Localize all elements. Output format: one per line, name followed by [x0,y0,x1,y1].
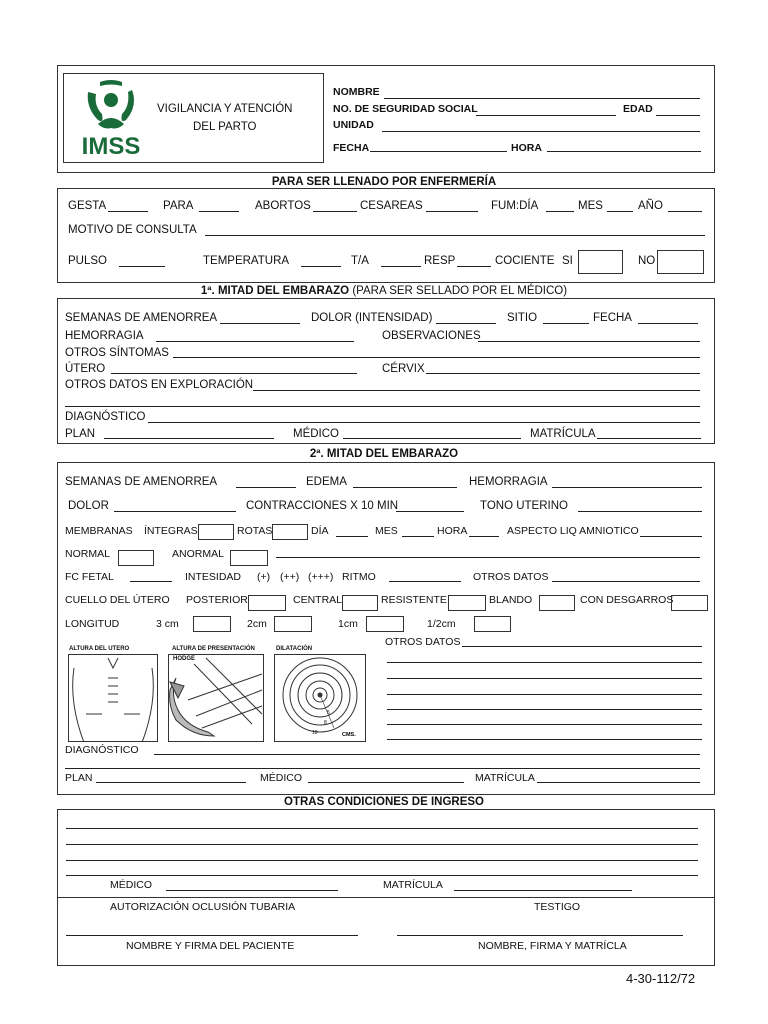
m1-plan-label: PLAN [65,428,96,440]
autorizacion-label: AUTORIZACIÓN OCLUSIÓN TUBARIA [110,901,296,913]
m1-observaciones-field[interactable] [478,341,700,342]
dil-5-label: 5 [327,710,330,716]
uterus-drawing [68,654,158,742]
m2-otros-datos2-line7[interactable] [387,739,702,740]
form-code: 4-30-112/72 [626,971,696,986]
m2-l2-box[interactable] [274,616,312,632]
cociente-si-box[interactable] [578,250,623,274]
gesta-field[interactable] [108,211,148,212]
nombre-field[interactable] [384,98,700,99]
m2-dia-label: DÍA [311,525,329,537]
dilatacion-caption: DILATACIÓN [276,646,313,652]
form-title-line1: VIGILANCIA Y ATENCIÓN [157,103,293,115]
hodge-drawing [168,654,264,742]
m2-central-box[interactable] [342,595,378,611]
m2-membranas-label: MEMBRANAS [65,525,133,537]
nss-label: NO. DE SEGURIDAD SOCIAL [333,103,478,115]
m2-l1-box[interactable] [366,616,404,632]
m2-medico-field[interactable] [308,782,464,783]
altura-utero-caption: ALTURA DEL UTERO [69,646,130,652]
m2-diagnostico-line2[interactable] [65,768,700,769]
anio-field[interactable] [668,211,702,212]
m2-anormal-box[interactable] [230,550,268,566]
mitad1-title-bold: 1ª. MITAD DEL EMBARAZO [200,285,350,297]
m2-posterior-label: POSTERIOR [186,594,248,606]
m2-dolor-label: DOLOR [68,500,109,512]
firma-testigo-label: NOMBRE, FIRMA Y MATRÍCLA [478,940,627,952]
m1-matricula-label: MATRÍCULA [530,428,596,440]
si-label: SI [562,255,573,267]
motivo-field[interactable] [205,235,705,236]
hora-field[interactable] [547,151,701,152]
pulso-field[interactable] [119,266,165,267]
m1-semanas-label: SEMANAS DE AMENORREA [65,312,218,324]
m2-otros-datos2-line1[interactable] [462,646,702,647]
gesta-label: GESTA [68,200,107,212]
m1-fecha-field[interactable] [638,323,698,324]
m1-hemorragia-field[interactable] [156,341,354,342]
m1-dolor-field[interactable] [436,323,496,324]
firma-paciente-line[interactable] [66,935,358,936]
abortos-field[interactable] [313,211,357,212]
firma-paciente-label: NOMBRE Y FIRMA DEL PACIENTE [126,940,295,952]
m2-l2-label: 2cm [247,618,267,630]
dilatacion-circles [274,654,366,742]
m2-integras-box[interactable] [198,524,234,540]
m2-anormal-label: ANORMAL [172,548,224,560]
m2-contracciones-label: CONTRACCIONES X 10 MIN [246,500,399,512]
m2-otros-datos2-line4[interactable] [387,694,702,695]
cociente-label: COCIENTE [495,255,555,267]
m2-anormal-field[interactable] [276,557,700,558]
m2-otros-datos2-line3[interactable] [387,678,702,679]
fum-dia-label: FUM:DÍA [491,200,539,212]
m1-diagnostico-label: DIAGNÓSTICO [65,411,146,423]
m2-ritmo-field[interactable] [389,581,461,582]
testigo-label: TESTIGO [534,901,581,913]
mes-label: MES [578,200,603,212]
m1-otros-datos-field[interactable] [253,390,700,391]
m2-plan-field[interactable] [96,782,246,783]
para-label: PARA [163,200,194,212]
m2-contracciones-field[interactable] [396,511,464,512]
m2-intensity-plus2[interactable]: (++) [280,571,300,583]
m2-fc-fetal-field[interactable] [130,581,172,582]
motivo-label: MOTIVO DE CONSULTA [68,224,197,236]
m1-matricula-field[interactable] [597,438,701,439]
form-title-line2: DEL PARTO [193,121,257,133]
m2-hemorragia-label: HEMORRAGIA [469,476,548,488]
logo-text: IMSS [81,133,141,158]
m2-intesidad-label: INTESIDAD [185,571,242,583]
otras-line4[interactable] [66,875,698,876]
fecha-label: FECHA [333,142,370,154]
m2-otros-datos-label: OTROS DATOS [473,571,549,583]
otras-line2[interactable] [66,844,698,845]
anio-label: AÑO [638,200,663,212]
m2-tono-field[interactable] [578,511,702,512]
otras-matricula-label: MATRÍCULA [383,879,443,891]
temperatura-field[interactable] [301,266,341,267]
m2-l3-box[interactable] [193,616,231,632]
resp-label: RESP [424,255,456,267]
m2-otros-datos-field[interactable] [552,581,700,582]
otras-divider [57,897,715,898]
m2-aspecto-field[interactable] [640,536,702,537]
no-label: NO [638,255,656,267]
m2-aspecto-label: ASPECTO LIQ AMNIOTICO [507,525,639,537]
m1-medico-field[interactable] [343,438,521,439]
m1-otros-datos-label: OTROS DATOS EN EXPLORACIÓN [65,379,254,391]
m1-cervix-label: CÉRVIX [382,363,425,375]
m1-utero-label: ÚTERO [65,363,106,375]
m2-matricula-field[interactable] [537,782,700,783]
altura-presentacion-caption: ALTURA DE PRESENTACIÓN [172,646,255,652]
m2-con-desgarros-label: CON DESGARROS [580,594,674,606]
m2-matricula-label: MATRÍCULA [475,772,535,784]
pulso-label: PULSO [68,255,107,267]
para-field[interactable] [199,211,239,212]
mitad2-title: 2ª. MITAD DEL EMBARAZO [309,448,459,460]
otras-matricula-field[interactable] [454,890,632,891]
m1-semanas-field[interactable] [220,323,300,324]
m2-edema-label: EDEMA [306,476,347,488]
m1-otros-datos-line2[interactable] [65,406,700,407]
m2-l1-label: 1cm [338,618,358,630]
firma-testigo-line[interactable] [397,935,683,936]
m2-central-label: CENTRAL [293,594,343,606]
m2-medico-label: MÉDICO [260,772,302,784]
m2-normal-box[interactable] [118,550,154,566]
otras-medico-field[interactable] [166,890,338,891]
mes-field[interactable] [607,211,633,212]
dil-8-label: 8 [324,720,327,726]
otras-line3[interactable] [66,860,698,861]
enfermeria-title: PARA SER LLENADO POR ENFERMERÍA [271,176,497,188]
nss-field[interactable] [476,115,616,116]
otras-line1[interactable] [66,828,698,829]
m2-posterior-box[interactable] [248,595,286,611]
unidad-label: UNIDAD [333,119,374,131]
m2-tono-label: TONO UTERINO [480,500,568,512]
m1-utero-field[interactable] [111,373,357,374]
ta-field[interactable] [381,266,421,267]
mitad1-title [0,285,768,297]
hora-label: HORA [511,142,542,154]
m2-hemorragia-field[interactable] [552,487,702,488]
m2-diagnostico-label: DIAGNÓSTICO [65,744,139,756]
m2-mes-label: MES [375,525,398,537]
m2-l3-label: 3 cm [156,618,179,630]
m1-otros-sintomas-label: OTROS SÍNTOMAS [65,347,169,359]
fecha-field[interactable] [370,151,507,152]
dil-10-label: 10 [312,730,318,736]
m1-plan-field[interactable] [104,438,274,439]
unidad-field[interactable] [382,131,700,132]
m1-sitio-label: SITIO [507,312,538,324]
m2-fc-fetal-label: FC FETAL [65,571,114,583]
m2-lhalf-box[interactable] [474,616,511,632]
otras-medico-label: MÉDICO [110,879,152,891]
m2-intensity-plus3[interactable]: (+++) [308,571,334,583]
imss-logo [78,78,144,158]
mitad1-title-normal: (PARA SER SELLADO POR EL MÉDICO) [352,285,568,297]
m1-observaciones-label: OBSERVACIONES [382,330,481,342]
m2-normal-label: NORMAL [65,548,110,560]
m1-sitio-field[interactable] [543,323,589,324]
m2-dolor-field[interactable] [114,511,236,512]
cesareas-field[interactable] [426,211,478,212]
m2-rotas-box[interactable] [272,524,308,540]
m1-dolor-label: DOLOR (INTENSIDAD) [311,312,433,324]
m2-diagnostico-field[interactable] [154,754,700,755]
m2-longitud-label: LONGITUD [65,618,120,630]
cociente-no-box[interactable] [657,250,704,274]
nombre-label: NOMBRE [333,86,380,98]
m2-otros-datos2-line2[interactable] [387,662,702,663]
hodge-caption: HODGE [173,656,196,662]
m2-cuello-label: CUELLO DEL ÚTERO [65,594,170,606]
m2-resistente-box[interactable] [448,595,486,611]
m2-plan-label: PLAN [65,772,93,784]
resp-field[interactable] [457,266,491,267]
m2-ritmo-label: RITMO [342,571,376,583]
m1-hemorragia-label: HEMORRAGIA [65,330,144,342]
m2-hora-label: HORA [437,525,468,537]
m1-otros-sintomas-field[interactable] [173,357,700,358]
m2-resistente-label: RESISTENTE [381,594,447,606]
m1-medico-label: MÉDICO [293,428,339,440]
m2-otros-datos2-line5[interactable] [387,709,702,710]
m1-cervix-field[interactable] [426,373,700,374]
m2-intensity-plus1[interactable]: (+) [257,571,271,583]
dil-cms-label: CMS. [342,732,356,738]
m1-fecha-label: FECHA [593,312,632,324]
abortos-label: ABORTOS [255,200,311,212]
m2-rotas-label: ROTAS [237,525,273,537]
fum-dia-field[interactable] [546,211,574,212]
edad-label: EDAD [623,103,653,115]
m2-edema-field[interactable] [353,487,457,488]
ta-label: T/A [351,255,369,267]
m2-mes-field[interactable] [402,536,434,537]
m2-blando-label: BLANDO [489,594,533,606]
m2-semanas-label: SEMANAS DE AMENORREA [65,476,218,488]
cesareas-label: CESAREAS [360,200,423,212]
m2-hora-field[interactable] [469,536,499,537]
m2-con-desgarros-box[interactable] [671,595,708,611]
m2-otros-datos2-label: OTROS DATOS [385,636,461,648]
m2-blando-box[interactable] [539,595,575,611]
m2-lhalf-label: 1/2cm [427,618,456,630]
temperatura-label: TEMPERATURA [203,255,290,267]
otras-title: OTRAS CONDICIONES DE INGRESO [284,796,484,808]
m2-otros-datos2-line6[interactable] [387,724,702,725]
m2-integras-label: ÍNTEGRAS [144,525,198,537]
m1-diagnostico-field[interactable] [148,422,700,423]
m2-dia-field[interactable] [336,536,368,537]
edad-field[interactable] [656,115,700,116]
m2-semanas-field[interactable] [236,487,296,488]
